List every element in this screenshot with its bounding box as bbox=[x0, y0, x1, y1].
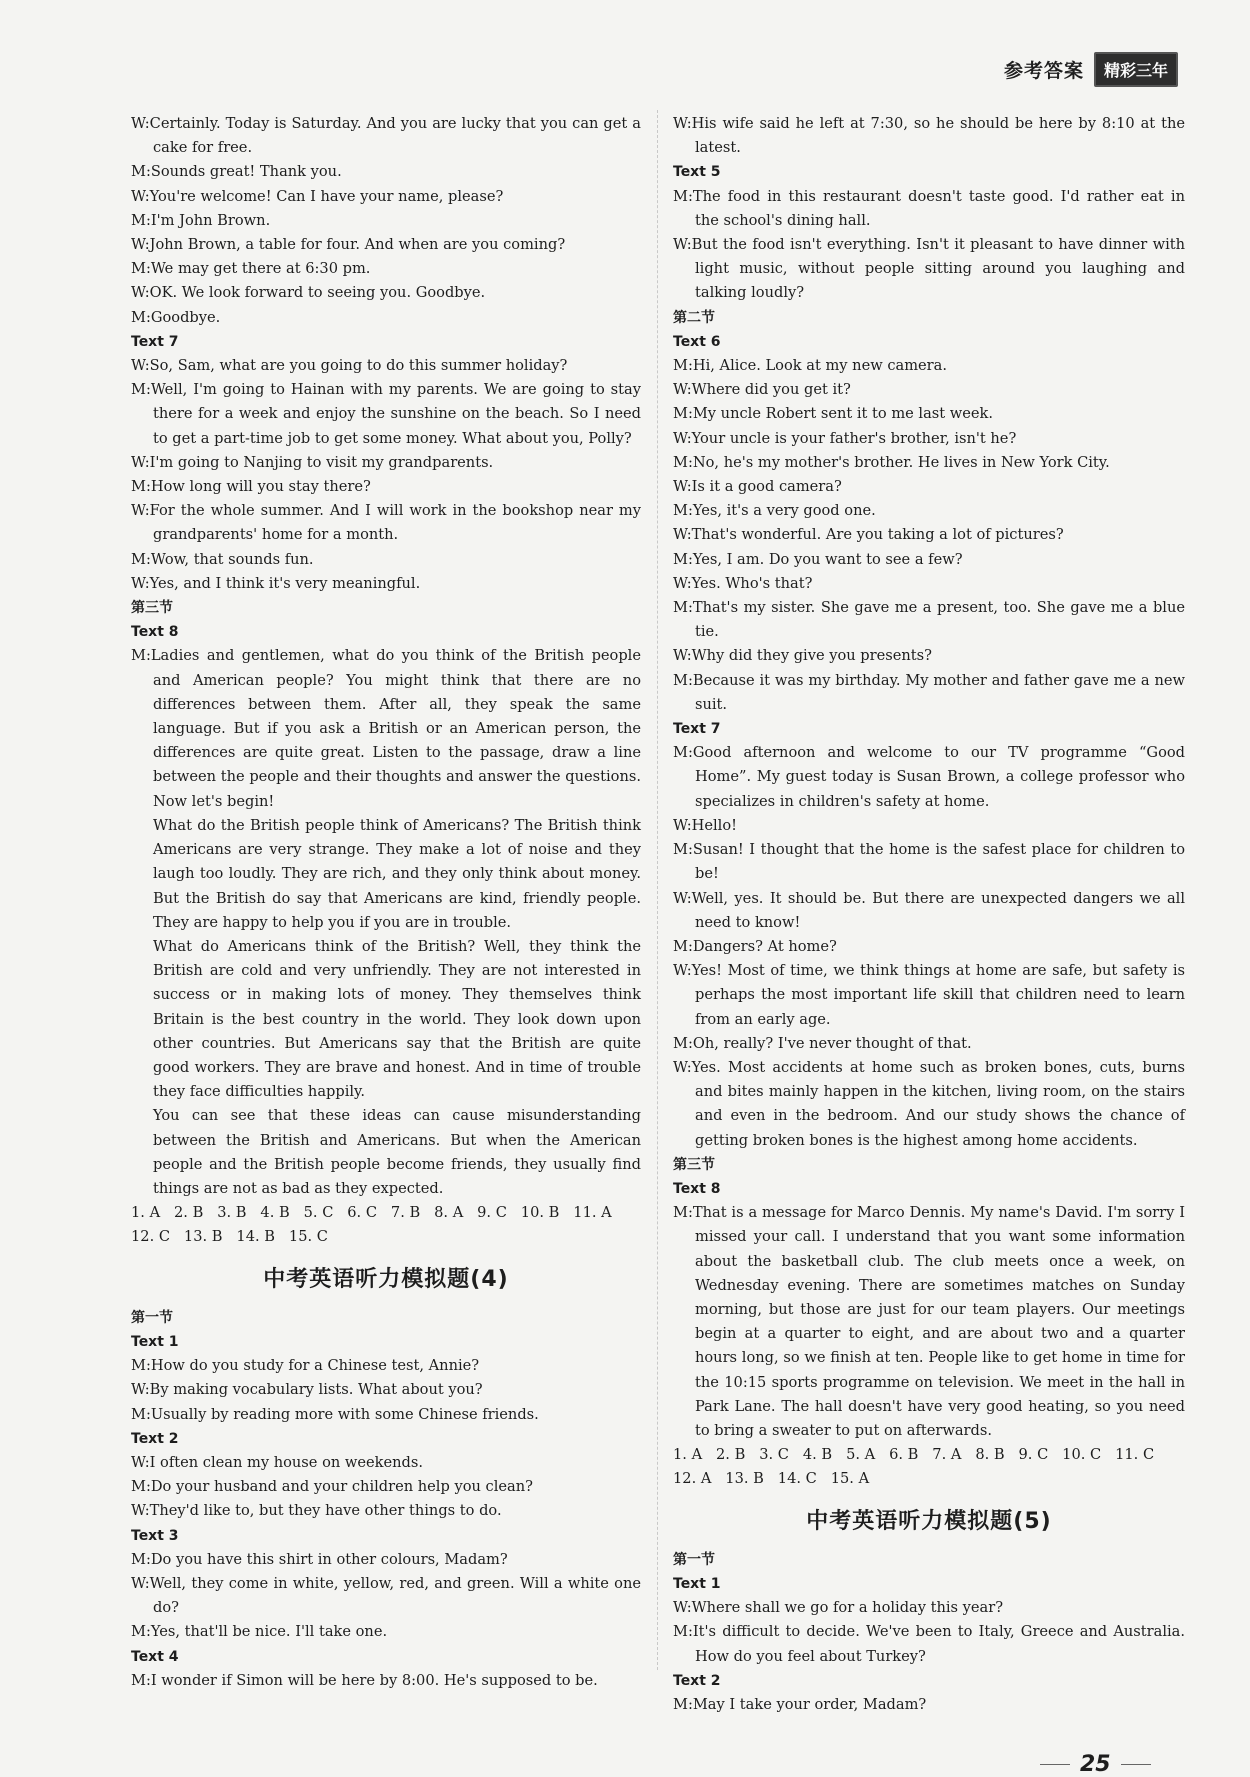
section-label: Text 1 bbox=[131, 1333, 179, 1350]
header-badge: 精彩三年 bbox=[1094, 52, 1178, 87]
answer-key: 1. A 2. B 3. B 4. B 5. C 6. C 7. B 8. A 9. C 10. B 11. A bbox=[131, 1204, 612, 1222]
dialogue-line: M:Usually by reading more with some Chinese friends. bbox=[131, 1405, 539, 1423]
dialogue-line: M:Do your husband and your children help you clean? bbox=[131, 1478, 533, 1496]
right-column bbox=[673, 112, 1185, 1717]
dialogue-line: M:We may get there at 6:30 pm. bbox=[131, 260, 371, 278]
section-title: 中考英语听力模拟题(4) bbox=[263, 1266, 509, 1292]
section-label: 第一节 bbox=[131, 1309, 173, 1326]
section-label: 第二节 bbox=[673, 309, 715, 326]
section-label: Text 7 bbox=[673, 721, 721, 738]
dialogue-line: M:My uncle Robert sent it to me last week. bbox=[673, 405, 994, 423]
dialogue-line: W:I'm going to Nanjing to visit my grandparents. bbox=[131, 453, 494, 471]
section-label: 第三节 bbox=[131, 600, 173, 617]
dialogue-line: W:Your uncle is your father's brother, isn't he? bbox=[673, 429, 1017, 447]
section-label: Text 1 bbox=[673, 1575, 721, 1592]
dialogue-line: W:Where did you get it? bbox=[673, 381, 851, 399]
dialogue-line: M:Dangers? At home? bbox=[673, 937, 837, 955]
column-divider bbox=[657, 110, 658, 1670]
dialogue-line: M:Hi, Alice. Look at my new camera. bbox=[673, 357, 947, 375]
dialogue-line: M:That's my sister. She gave me a present, too. She gave me a blue tie. bbox=[673, 599, 1185, 641]
dialogue-line: W:Yes. Who's that? bbox=[673, 574, 813, 592]
dialogue-line: M:Good afternoon and welcome to our TV programme “Good Home”. My guest today is Susan Brown, a college professor who specializes in children's safety at home. bbox=[673, 744, 1185, 810]
dialogue-line: W:OK. We look forward to seeing you. Goodbye. bbox=[131, 284, 486, 302]
dialogue-line: M:Goodbye. bbox=[131, 308, 221, 326]
section-label: Text 6 bbox=[673, 333, 721, 350]
dialogue-line: M:Wow, that sounds fun. bbox=[131, 550, 314, 568]
dialogue-line: M:How do you study for a Chinese test, Annie? bbox=[131, 1357, 480, 1375]
answer-key: 12. C 13. B 14. B 15. C bbox=[131, 1228, 328, 1246]
dialogue-line: W:Yes. Most accidents at home such as broken bones, cuts, burns and bites mainly happen in the kitchen, living room, on the stairs and even in the bedroom. And our study shows the chance of getting broken bones is the highest among home accidents. bbox=[673, 1058, 1185, 1149]
dialogue-line: M:That is a message for Marco Dennis. My name's David. I'm sorry I missed your call. I understand that you want some information about the basketball club. The club meets once a week, on Wednesday evening. There are sometimes matches on Sunday morning, but those are just for our team players. Our meetings begin at a quarter to eight, and are about two and a quarter hours long, so we finish at ten. People like to get home in time for the 10:15 sports programme on television. We meet in the hall in Park Lane. The hall doesn't have very good heating, so you need to bring a sweater to put on afterwards. bbox=[673, 1204, 1185, 1439]
dialogue-line: W:John Brown, a table for four. And when are you coming? bbox=[131, 236, 566, 254]
dialogue-line: W:Yes, and I think it's very meaningful. bbox=[131, 574, 421, 592]
dialogue-line: M:No, he's my mother's brother. He lives in New York City. bbox=[673, 453, 1110, 471]
dialogue-line: M:Ladies and gentlemen, what do you think of the British people and American people? You might think that there are no differences between them. After all, they speak the same language. But if you ask a British or an American person, the differences are quite great. Listen to the passage, draw a line between the people and their thoughts and answer the questions. Now let's begin! bbox=[131, 647, 641, 810]
answer-key: 1. A 2. B 3. C 4. B 5. A 6. B 7. A 8. B 9. C 10. C 11. C bbox=[673, 1446, 1155, 1464]
answer-key: 12. A 13. B 14. C 15. A bbox=[673, 1470, 870, 1488]
dialogue-line: M:May I take your order, Madam? bbox=[673, 1696, 927, 1713]
section-label: Text 2 bbox=[131, 1430, 179, 1447]
page-header bbox=[1004, 52, 1178, 87]
section-label: Text 3 bbox=[131, 1527, 179, 1544]
dialogue-line: M:How long will you stay there? bbox=[131, 478, 371, 496]
section-label: Text 4 bbox=[131, 1648, 179, 1665]
dialogue-line: W:Why did they give you presents? bbox=[673, 647, 932, 665]
section-label: Text 2 bbox=[673, 1672, 721, 1689]
dialogue-line: W:So, Sam, what are you going to do this summer holiday? bbox=[131, 357, 568, 375]
section-label: Text 7 bbox=[131, 333, 179, 350]
section-title: 中考英语听力模拟题(5) bbox=[806, 1508, 1052, 1534]
dialogue-line: W:By making vocabulary lists. What about you? bbox=[131, 1381, 483, 1399]
passage-paragraph: What do the British people think of Americans? The British think Americans are very strange. They make a lot of noise and they laugh too loudly. They are rich, and they only think about money. But the British do say that Americans are kind, friendly people. They are happy to help you if you are in trouble. bbox=[153, 816, 641, 931]
dialogue-line: W:They'd like to, but they have other things to do. bbox=[131, 1502, 502, 1520]
dialogue-line: M:Susan! I thought that the home is the safest place for children to be! bbox=[673, 841, 1185, 883]
dialogue-line: M:The food in this restaurant doesn't taste good. I'd rather eat in the school's dining hall. bbox=[673, 187, 1185, 229]
dialogue-line: M:Because it was my birthday. My mother and father gave me a new suit. bbox=[673, 671, 1185, 713]
dialogue-line: M:Yes, that'll be nice. I'll take one. bbox=[131, 1623, 388, 1641]
section-label: 第一节 bbox=[673, 1551, 715, 1568]
dialogue-line: W:For the whole summer. And I will work in the bookshop near my grandparents' home for a month. bbox=[131, 502, 641, 544]
dialogue-line: M:Oh, really? I've never thought of that. bbox=[673, 1034, 972, 1052]
dialogue-line: M:Yes, it's a very good one. bbox=[673, 502, 876, 520]
left-column bbox=[131, 112, 641, 1693]
dialogue-line: W:Hello! bbox=[673, 816, 737, 834]
dialogue-line: M:I wonder if Simon will be here by 8:00. He's supposed to be. bbox=[131, 1671, 598, 1689]
dialogue-line: M:Well, I'm going to Hainan with my parents. We are going to stay there for a week and enjoy the sunshine on the beach. So I need to get a part-time job to get some money. What about you, Polly? bbox=[131, 381, 641, 447]
passage-paragraph: You can see that these ideas can cause misunderstanding between the British and Americans. But when the American people and the British people become friends, they usually find things are not as bad as they expected. bbox=[153, 1107, 641, 1197]
dialogue-line: W:Well, they come in white, yellow, red, and green. Will a white one do? bbox=[131, 1574, 641, 1617]
dialogue-line: W:Yes! Most of time, we think things at home are safe, but safety is perhaps the most important life skill that children need to learn from an early age. bbox=[673, 962, 1185, 1028]
dialogue-line: M:Do you have this shirt in other colours, Madam? bbox=[131, 1550, 508, 1568]
dialogue-line: M:It's difficult to decide. We've been to Italy, Greece and Australia. How do you feel about Turkey? bbox=[673, 1623, 1185, 1665]
dialogue-line: W:You're welcome! Can I have your name, please? bbox=[131, 187, 504, 205]
dialogue-line: W:That's wonderful. Are you taking a lot of pictures? bbox=[673, 526, 1064, 544]
dialogue-line: M:I'm John Brown. bbox=[131, 211, 271, 229]
dialogue-line: W:Where shall we go for a holiday this year? bbox=[673, 1599, 1004, 1617]
section-label: 第三节 bbox=[673, 1156, 715, 1173]
header-label: 参考答案 bbox=[1003, 60, 1084, 82]
section-label: Text 5 bbox=[673, 164, 721, 181]
section-label: Text 8 bbox=[131, 624, 179, 641]
dialogue-line: W:Well, yes. It should be. But there are unexpected dangers we all need to know! bbox=[673, 889, 1185, 931]
page-number: 25 bbox=[1080, 1752, 1111, 1777]
dialogue-line: W:I often clean my house on weekends. bbox=[131, 1453, 424, 1471]
dialogue-line: M:Sounds great! Thank you. bbox=[131, 163, 342, 181]
passage-paragraph: What do Americans think of the British? Well, they think the British are cold and very unfriendly. They are not interested in success or in making lots of money. They themselves think Britain is the best country in the world. They look down upon other countries. But Americans say that the British are quite good workers. They are brave and honest. And in time of trouble they face difficulties happily. bbox=[153, 937, 641, 1101]
dialogue-line: M:Yes, I am. Do you want to see a few? bbox=[673, 550, 963, 568]
dialogue-line: W:Certainly. Today is Saturday. And you are lucky that you can get a cake for free. bbox=[131, 115, 641, 157]
dialogue-line: W:But the food isn't everything. Isn't it pleasant to have dinner with light music, without people sitting around you laughing and talking loudly? bbox=[673, 236, 1185, 302]
section-label: Text 8 bbox=[673, 1180, 721, 1197]
dialogue-line: W:Is it a good camera? bbox=[673, 478, 842, 496]
dialogue-line: W:His wife said he left at 7:30, so he should be here by 8:10 at the latest. bbox=[673, 115, 1185, 157]
